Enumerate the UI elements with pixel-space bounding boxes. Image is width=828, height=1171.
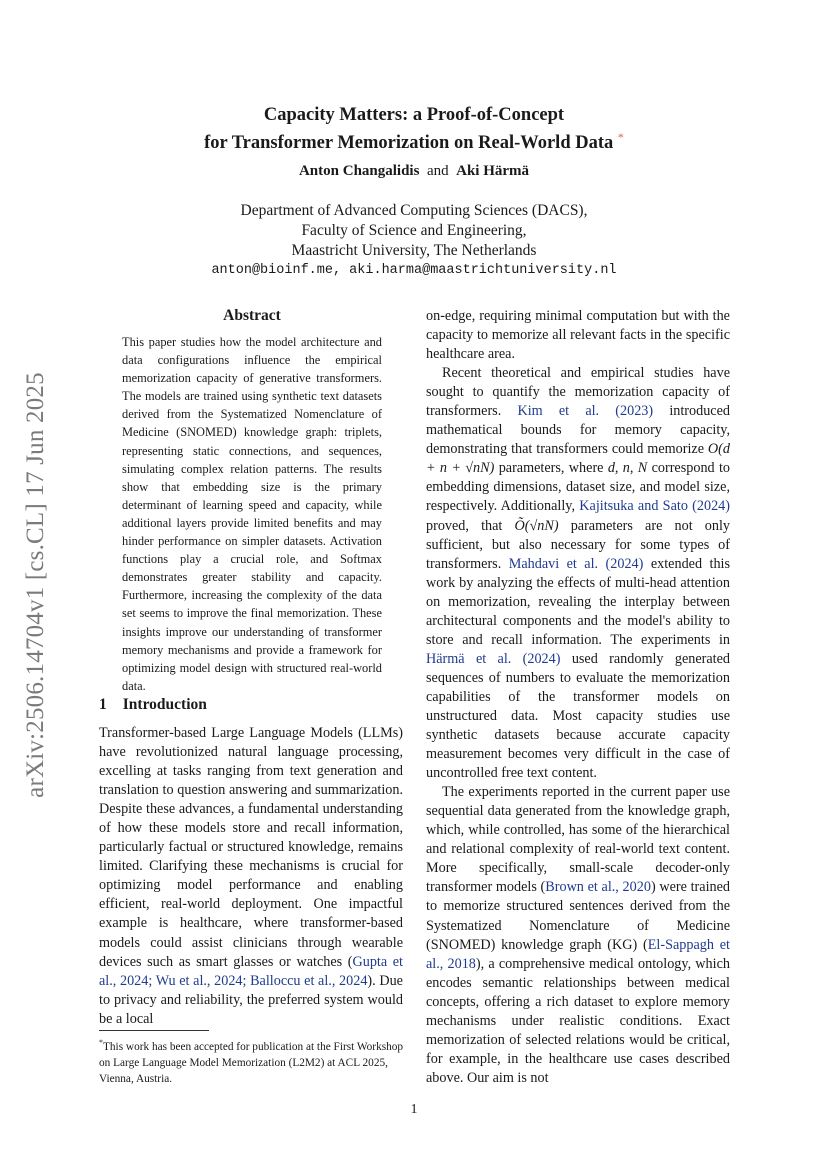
footnote-divider bbox=[99, 1030, 209, 1031]
affiliation-line-2: Faculty of Science and Engineering, bbox=[301, 222, 527, 239]
section-heading-introduction bbox=[99, 696, 207, 714]
right-p2-text-b: introduced mathematical bounds for memory capacity, demonstrating that transformers could memorize bbox=[426, 403, 730, 458]
citation-link-mahdavi[interactable]: Mahdavi et al. (2024) bbox=[508, 555, 644, 572]
author-emails: anton@bioinf.me, aki.harma@maastrichtuniversity.nl bbox=[211, 263, 617, 278]
paper-title-line-2-text: for Transformer Memorization on Real-World Data bbox=[204, 133, 614, 154]
section-number: 1 bbox=[99, 696, 107, 713]
citation-link-healthcare[interactable]: Gupta et al., 2024; Wu et al., 2024; Balloccu et al., 2024 bbox=[99, 953, 403, 989]
author-conjunction: and bbox=[426, 163, 449, 179]
citation-link-harma[interactable]: Härmä et al. (2024) bbox=[426, 650, 561, 667]
right-column-body bbox=[426, 307, 730, 1088]
citation-link-el-sappagh[interactable]: El-Sappagh et al., 2018 bbox=[426, 936, 730, 972]
author-1: Anton Changalidis bbox=[298, 163, 420, 179]
paper-title-line-1: Capacity Matters: a Proof-of-Concept bbox=[263, 105, 565, 125]
abstract-heading: Abstract bbox=[223, 307, 281, 324]
right-p2-text-f: parameters are not only sufficient, but also necessary for some types of transformers. bbox=[426, 517, 731, 572]
paper-title-line-2 bbox=[0, 126, 828, 154]
right-p2-text-d: correspond to embedding dimensions, dataset size, and model size, respectively. Additionally, bbox=[426, 460, 731, 515]
intro-p1-text-b: ). Due to privacy and reliability, the preferred system would be a local bbox=[99, 972, 403, 1027]
footnote-marker: * bbox=[99, 1038, 103, 1047]
right-p2-text-e: proved, that bbox=[426, 517, 503, 534]
citation-link-brown[interactable]: Brown et al., 2020 bbox=[545, 879, 651, 896]
section-title: Introduction bbox=[122, 696, 207, 713]
citation-link-kim[interactable]: Kim et al. (2023) bbox=[517, 403, 654, 420]
affiliation-block bbox=[0, 201, 828, 281]
intro-paragraph-1 bbox=[99, 724, 403, 1029]
right-p3-text-a: The experiments reported in the current paper use sequential data generated from the knowledge graph, which, while controlled, has some of the hierarchical and relational complexity of real-world text content. More specifically, small-scale decoder-only transformer models ( bbox=[426, 784, 730, 896]
right-p2-text-a: Recent theoretical and empirical studies have sought to quantify the memorization capacity of transformers. bbox=[426, 365, 730, 420]
right-paragraph-2 bbox=[426, 364, 730, 783]
right-p2-text-h: used randomly generated sequences of numbers to evaluate the memorization capabilities of the transformer models on unstructured data. Most capacity studies use synthetic datasets because accurate capacity measurement becomes very difficult in the case of uncontrolled free text content. bbox=[426, 650, 731, 782]
right-p2-text-c: parameters, where bbox=[498, 460, 604, 477]
citation-link-kajitsuka[interactable]: Kajitsuka and Sato (2024) bbox=[579, 498, 731, 515]
intro-p1-text-a: Transformer-based Large Language Models (LLMs) have revolutionized natural language processing, excelling at tasks ranging from text generation and translation to question answering and summarization. Despite these advances, a fundamental understanding of how these models store and recall information, particularly factual or structured knowledge, remains limited. Clarifying these mechanisms is crucial for optimizing model performance and enabling efficient, real-world deployment. One impactful example is healthcare, where transformer-based models could assist clinicians through wearable devices such as smart glasses or watches ( bbox=[99, 725, 403, 970]
affiliation-line-3: Maastricht University, The Netherlands bbox=[291, 242, 537, 259]
right-paragraph-1: on-edge, requiring minimal computation but with the capacity to memorize all relevant facts in the specific healthcare area. bbox=[426, 308, 730, 363]
title-footnote-marker[interactable]: * bbox=[617, 130, 624, 144]
footnote-text: This work has been accepted for publication at the First Workshop on Large Language Model Memorization (L2M2) at ACL 2025, Vienna, Austria. bbox=[99, 1040, 404, 1085]
math-variables: d, n, N bbox=[607, 460, 648, 477]
right-p2-text-g: extended this work by analyzing the effects of multi-head attention on memorization, revealing the interplay between architectural components and the model's ability to store and recall information. The experiments in bbox=[426, 555, 731, 648]
math-tight-bound: Õ(√nN) bbox=[514, 517, 559, 534]
author-2: Aki Härmä bbox=[456, 163, 530, 179]
author-list bbox=[0, 163, 828, 180]
page-number: 1 bbox=[410, 1102, 418, 1117]
footnote bbox=[99, 1035, 405, 1087]
abstract-text: This paper studies how the model architecture and data configurations influence the empirical memorization capacity of generative transformers. The models are trained using synthetic text datasets derived from the Systematized Nomenclature of Medicine (SNOMED) knowledge graph: triplets, representing static connections, and sequences, simulating complex relation patterns. The results show that embedding size is the primary determinant of learning speed and capacity, while additional layers provide limited benefits and may hinder performance on simpler datasets. Activation functions play a crucial role, and Softmax demonstrates greater stability and capacity. Furthermore, increasing the complexity of the data set seems to improve the final memorization. These insights improve our understanding of transformer memory mechanisms and provide a framework for optimizing model design with structured real-world data. bbox=[122, 335, 382, 693]
left-column-body bbox=[99, 724, 403, 1029]
right-p3-text-b: ) were trained to memorize structured sentences derived from the Systematized Nomenclature of Medicine (SNOMED) knowledge graph (KG) ( bbox=[426, 879, 731, 953]
right-paragraph-3 bbox=[426, 783, 730, 1088]
right-p3-text-c: ), a comprehensive medical ontology, which encodes semantic relationships between medical concepts, offering a rich dataset to explore memory mechanisms under realistic conditions. Exact memorization of selected relations would be critical, for example, in the healthcare use cases described above. Our aim is not bbox=[426, 955, 730, 1086]
math-capacity-bound: O(d + n + √nN) bbox=[426, 441, 730, 477]
affiliation-line-1: Department of Advanced Computing Sciences (DACS), bbox=[240, 202, 588, 219]
arxiv-identifier-text: arXiv:2506.14704v1 [cs.CL] 17 Jun 2025 bbox=[22, 372, 49, 798]
arxiv-identifier bbox=[10, 345, 62, 825]
